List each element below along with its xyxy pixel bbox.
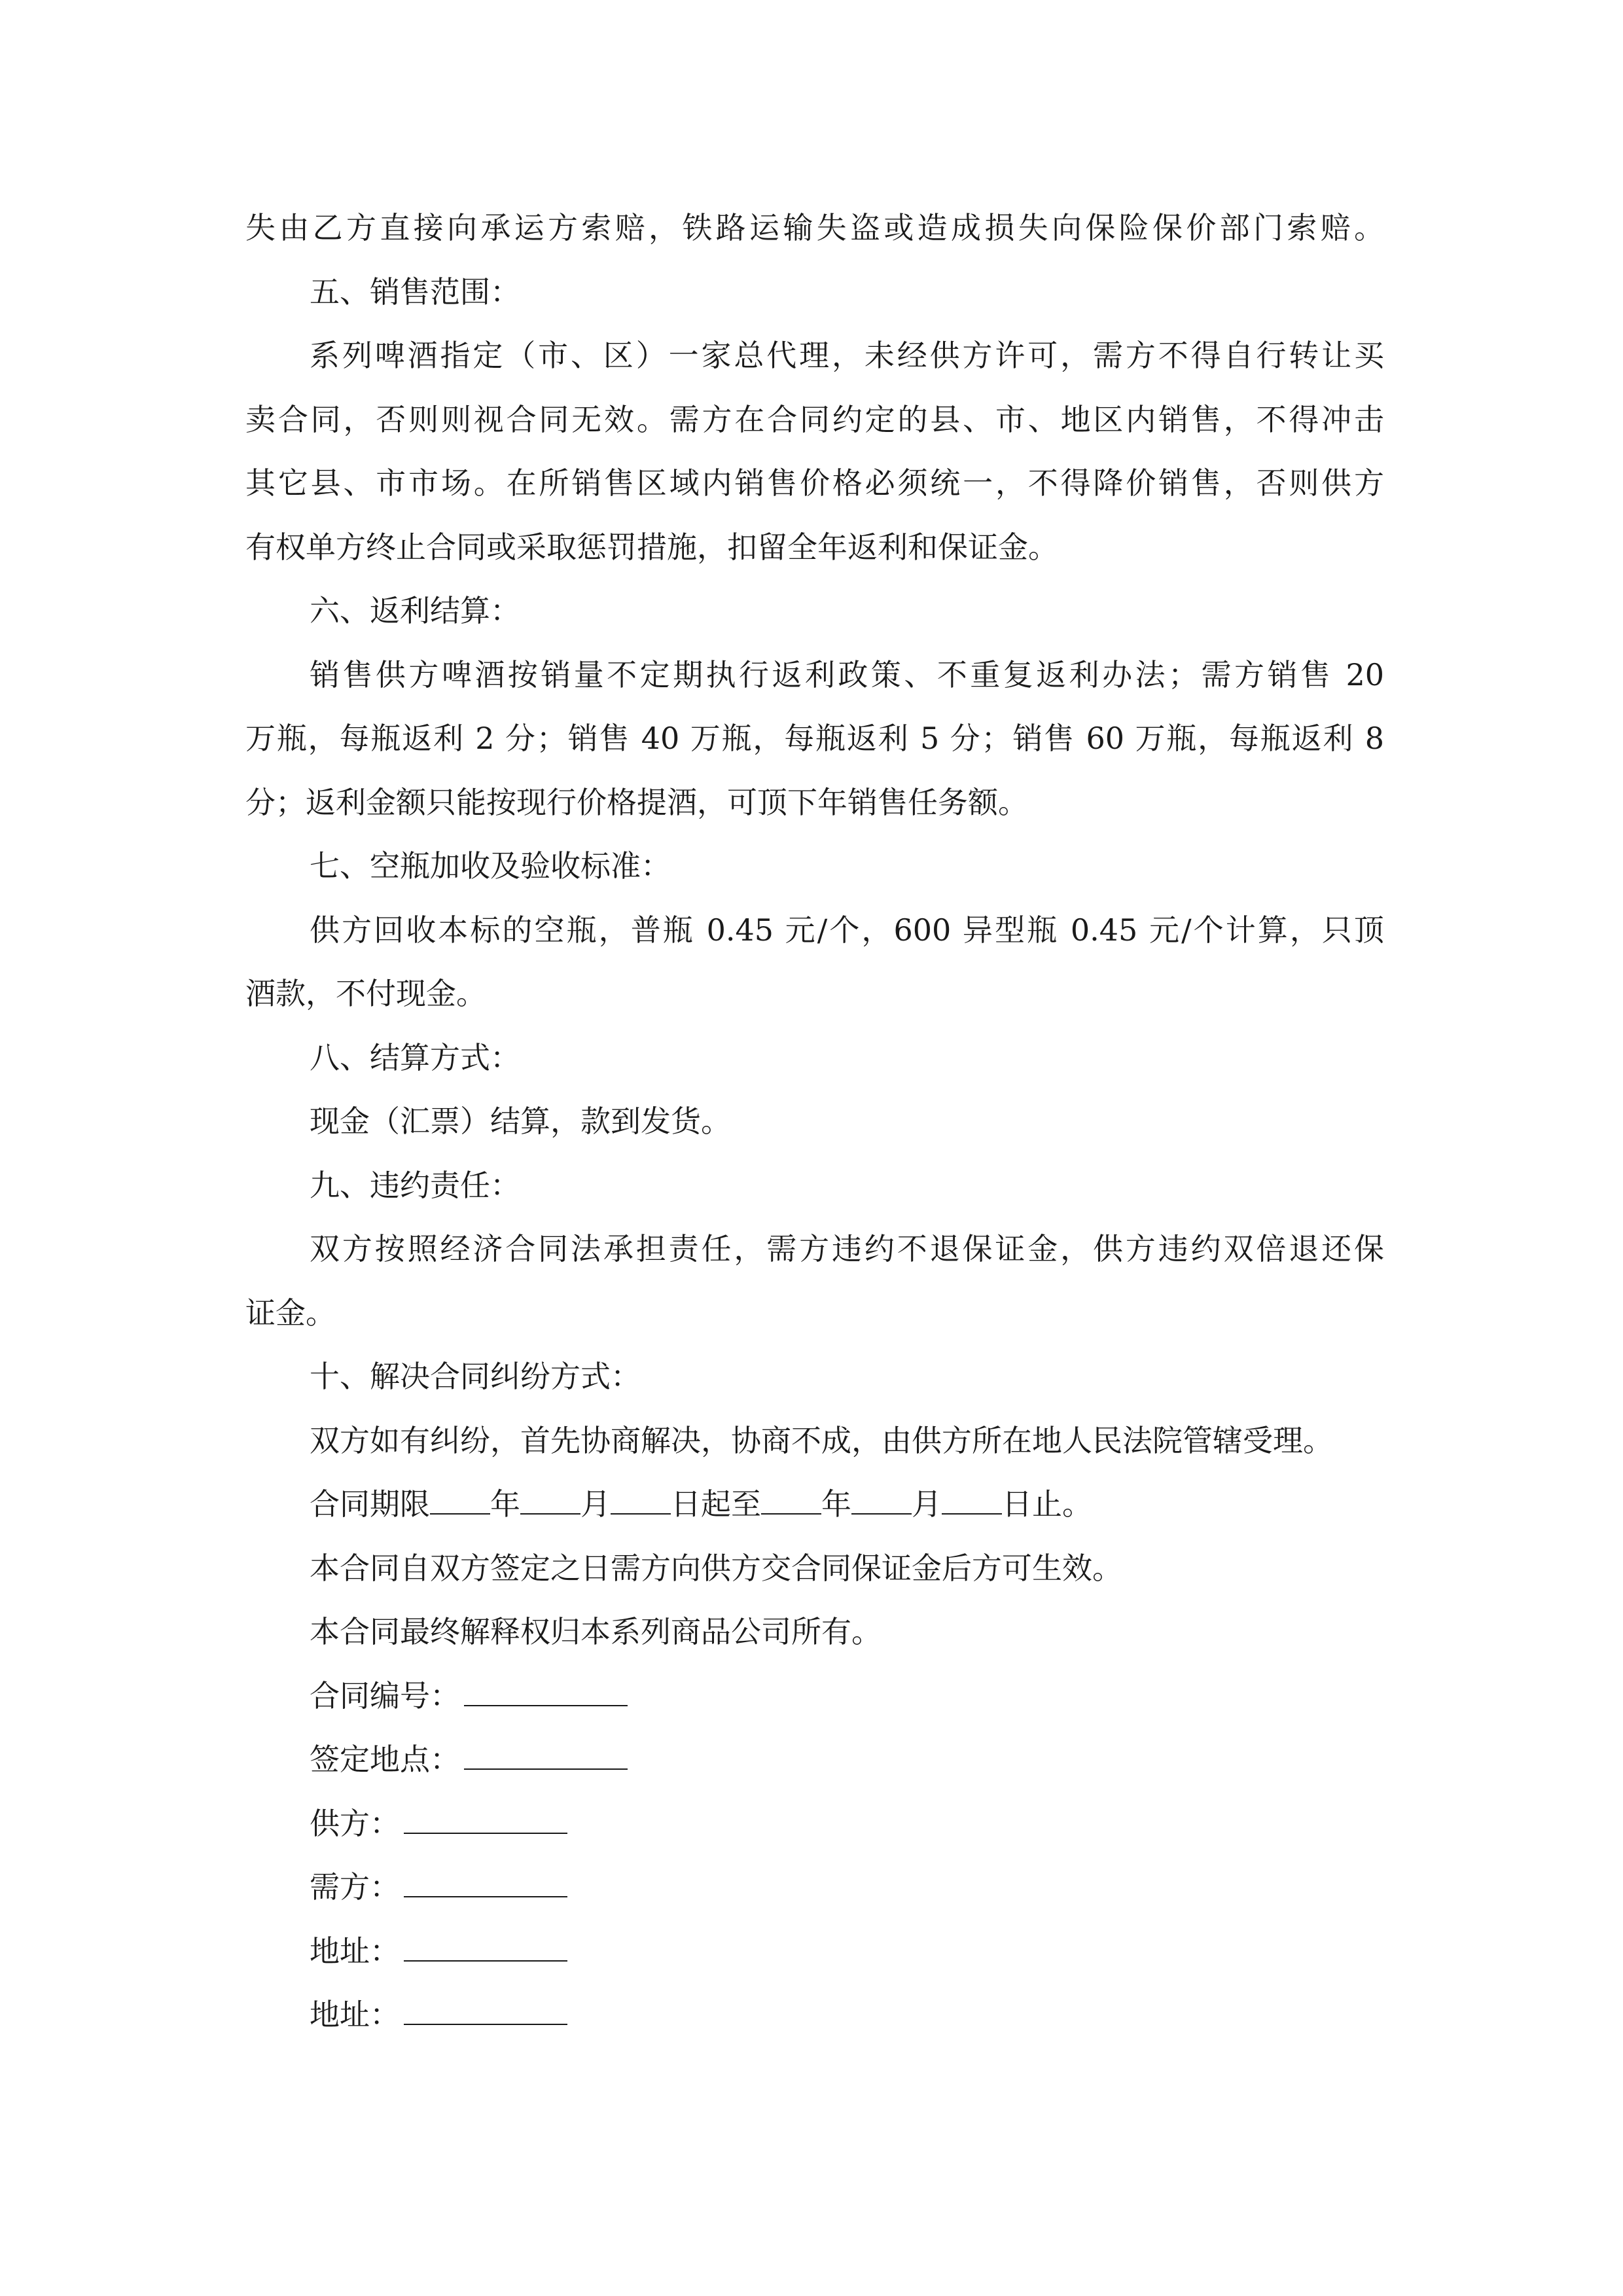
start-year-blank[interactable]	[430, 1487, 490, 1515]
field-label: 需方：	[310, 1869, 400, 1905]
paragraph-line: 其它县、市市场。在所销售区域内销售价格必须统一，不得降价销售，否则供方	[245, 465, 1384, 501]
closing-line: 本合同自双方签定之日需方向供方交合同保证金后方可生效。	[310, 1550, 1122, 1586]
section-heading: 五、销售范围：	[310, 274, 520, 310]
end-year-blank[interactable]	[761, 1487, 821, 1515]
document-body	[245, 196, 1384, 2047]
start-day-blank[interactable]	[611, 1487, 671, 1515]
section-heading: 九、违约责任：	[310, 1167, 520, 1203]
start-month-blank[interactable]	[520, 1487, 580, 1515]
term-start-suffix: 日起至	[671, 1486, 761, 1522]
paragraph-line: 有权单方终止合同或采取惩罚措施，扣留全年返利和保证金。	[245, 529, 1058, 565]
field-buyer	[245, 1856, 1384, 1920]
paragraph-line: 分；返利金额只能按现行价格提酒，可顶下年销售任务额。	[245, 784, 1028, 820]
field-label: 签定地点：	[310, 1742, 460, 1777]
term-year-unit: 年	[490, 1486, 520, 1522]
paragraph-line: 证金。	[245, 1295, 336, 1331]
end-day-blank[interactable]	[942, 1487, 1002, 1515]
field-supplier	[245, 1792, 1384, 1856]
field-label: 地址：	[310, 1933, 400, 1969]
paragraph-line: 现金（汇票）结算，款到发货。	[310, 1103, 731, 1139]
term-month-unit: 月	[580, 1486, 611, 1522]
field-address-1	[245, 1920, 1384, 1984]
paragraph-line: 双方按照经济合同法承担责任，需方违约不退保证金，供方违约双倍退还保	[310, 1231, 1384, 1266]
paragraph-line: 销售供方啤酒按销量不定期执行返利政策、不重复返利办法；需方销售 20	[310, 656, 1384, 692]
field-label: 合同编号：	[310, 1677, 460, 1713]
term-month-unit: 月	[912, 1486, 942, 1522]
contract-term-line	[245, 1473, 1384, 1537]
field-address-2	[245, 1983, 1384, 2047]
section-heading: 八、结算方式：	[310, 1039, 520, 1075]
term-end-suffix: 日止。	[1002, 1486, 1092, 1522]
section-heading: 七、空瓶加收及验收标准：	[310, 848, 671, 884]
paragraph-line: 万瓶，每瓶返利 2 分；销售 40 万瓶，每瓶返利 5 分；销售 60 万瓶，每瓶返利 8	[245, 721, 1384, 756]
field-signing-place	[245, 1728, 1384, 1792]
field-label: 供方：	[310, 1805, 400, 1841]
paragraph-line: 卖合同，否则则视合同无效。需方在合同约定的县、市、地区内销售，不得冲击	[245, 401, 1384, 437]
closing-line: 本合同最终解释权归本系列商品公司所有。	[310, 1614, 882, 1649]
address-blank-1[interactable]	[404, 1934, 567, 1962]
buyer-blank[interactable]	[404, 1870, 567, 1897]
signing-place-blank[interactable]	[464, 1742, 628, 1770]
field-contract-number	[245, 1664, 1384, 1729]
contract-number-blank[interactable]	[464, 1679, 628, 1706]
paragraph-line: 失由乙方直接向承运方索赔，铁路运输失盗或造成损失向保险保价部门索赔。	[245, 210, 1384, 245]
paragraph-line: 系列啤酒指定（市、区）一家总代理，未经供方许可，需方不得自行转让买	[310, 338, 1384, 373]
end-month-blank[interactable]	[851, 1487, 912, 1515]
paragraph-line: 双方如有纠纷，首先协商解决，协商不成，由供方所在地人民法院管辖受理。	[310, 1422, 1333, 1458]
section-heading: 六、返利结算：	[310, 593, 520, 628]
paragraph-line: 供方回收本标的空瓶，普瓶 0.45 元/个，600 异型瓶 0.45 元/个计算，只顶	[310, 912, 1384, 948]
supplier-blank[interactable]	[404, 1806, 567, 1834]
section-heading: 十、解决合同纠纷方式：	[310, 1359, 641, 1394]
term-year-unit: 年	[821, 1486, 851, 1522]
term-prefix: 合同期限	[310, 1486, 430, 1522]
address-blank-2[interactable]	[404, 1998, 567, 2025]
field-label: 地址：	[310, 1997, 400, 2032]
paragraph-line: 酒款，不付现金。	[245, 976, 486, 1011]
